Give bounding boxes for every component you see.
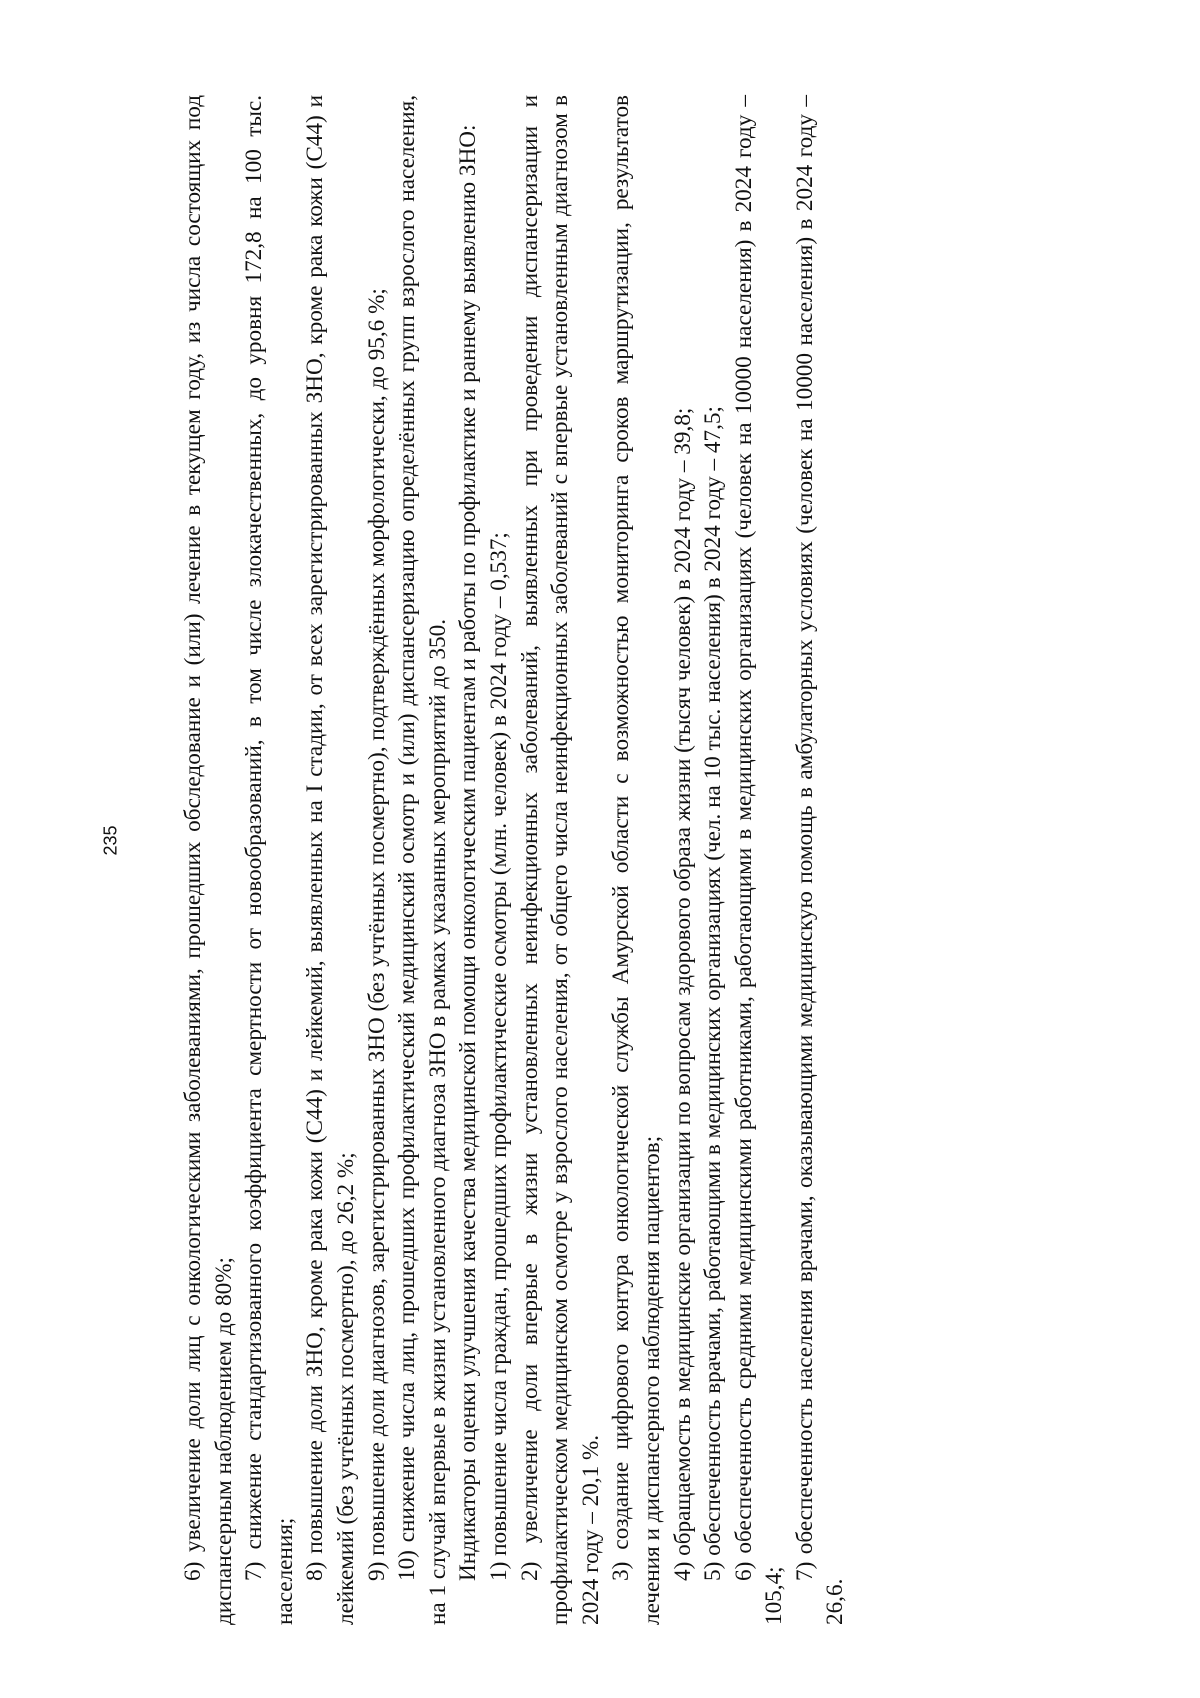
indicator-item-4: 4) обращаемость в медицинские организации по вопросам здорового образа жизни (тысяч человек) в 2024 году – 39,8; xyxy=(669,407,696,1581)
page-number: 235 xyxy=(100,825,121,856)
paragraph-item-10: 10) снижение числа лиц, прошедших профилактический медицинский осмотр и (или) диспансеризацию определённых групп взрослого населения, на 1 случай впервые в жизни установленного диагноза ЗНО в рамках указанных мероприятий до 350. xyxy=(394,95,451,1625)
document-body xyxy=(178,95,1058,1625)
indicator-item-3: 3) создание цифрового контура онкологической службы Амурской области с возможностью мониторинга сроков маршрутизации, результатов лечения и диспансерного наблюдения пациентов; xyxy=(608,95,665,1625)
indicator-item-2: 2) увеличение доли впервые в жизни установленных неинфекционных заболеваний, выявленных при проведении диспансеризации и профилактическом медицинском осмотре у взрослого населения, от общего числа неинфекционных заболеваний с впервые установленным диагнозом в 2024 году – 20,1 %. xyxy=(516,95,604,1625)
paragraph-item-7: 7) снижение стандартизованного коэффициента смертности от новообразований, в том числе злокачественных, до уровня 172,8 на 100 тыс. населения; xyxy=(241,95,298,1625)
paragraph-item-9: 9) повышение доли диагнозов, зарегистрированных ЗНО (без учтённых посмертно), подтверждённых морфологически, до 95,6 %; xyxy=(363,288,390,1581)
paragraph-item-6: 6) увеличение доли лиц с онкологическими заболеваниями, прошедших обследование и (или) лечение в текущем году, из числа состоящих под диспансерным наблюдением до 80%; xyxy=(180,95,237,1625)
indicator-item-6: 6) обеспеченность средними медицинскими работниками, работающими в медицинских организациях (человек на 10000 населения) в 2024 году – 105,4; xyxy=(730,95,788,1625)
indicators-heading: Индикаторы оценки улучшения качества медицинской помощи онкологическим пациентам и работы по профилактике и раннему выявлению ЗНО: xyxy=(455,124,482,1581)
indicator-item-1: 1) повышение числа граждан, прошедших профилактические осмотры (млн. человек) в 2024 году – 0,537; xyxy=(485,532,512,1581)
indicator-item-7: 7) обеспеченность населения врачами, оказывающими медицинскую помощь в амбулаторных условиях (человек на 10000 населения) в 2024 году – 26,6. xyxy=(791,95,849,1625)
paragraph-item-8: 8) повышение доли ЗНО, кроме рака кожи (С44) и лейкемий, выявленных на I стадии, от всех зарегистрированных ЗНО, кроме рака кожи (С44) и лейкемий (без учтённых посмертно), до 26,2 %; xyxy=(302,95,359,1625)
indicator-item-5: 5) обеспеченность врачами, работающими в медицинских организациях (чел. на 10 тыс. населения) в 2024 году – 47,5; xyxy=(700,406,727,1581)
